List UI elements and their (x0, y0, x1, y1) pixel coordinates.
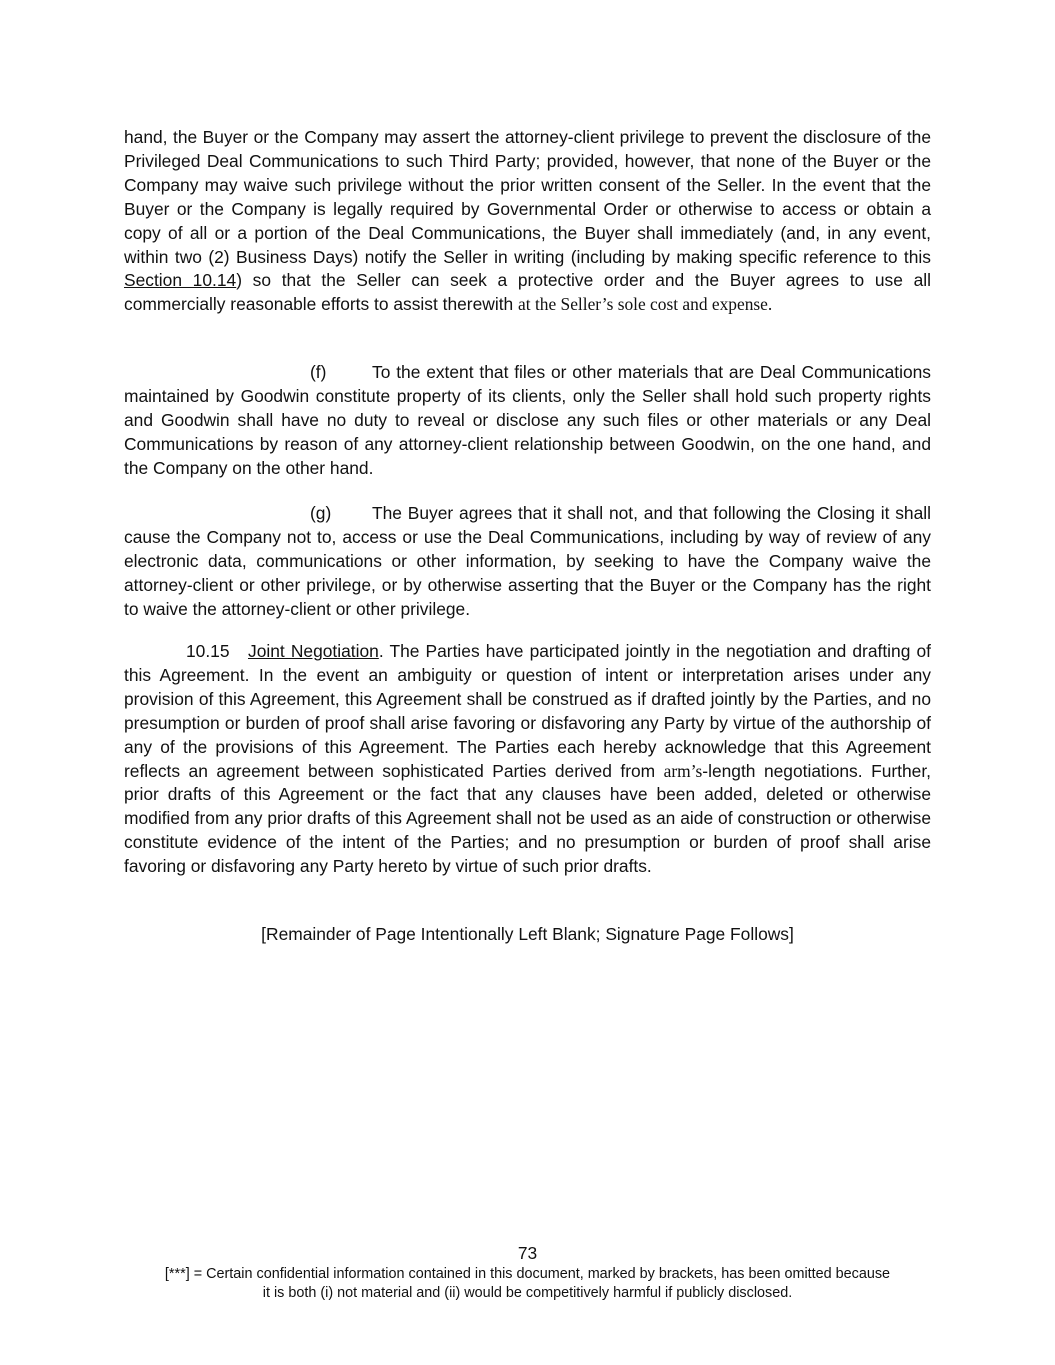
confidentiality-footer-line-1: [***] = Certain confidential information contained in this document, marked by brackets, has been omitted because (164, 1266, 891, 1282)
paragraph-f-label: (f) (310, 362, 327, 382)
section-10-15-text-2: -length negotiations. Further, prior drafts of this Agreement or the fact that any clauses have been added, deleted or otherwise modified from any prior drafts of this Agreement shall not be used as an aide of construction or otherwise constitute evidence of the intent of the Parties; and no presumption or burden of proof shall arise favoring or disfavoring any Party hereto by virtue of such prior drafts. (124, 760, 931, 877)
paragraph-f-text: To the extent that files or other materials that are Deal Communications maintained by Goodwin constitute property of its clients, only the Seller shall hold such property rights and Goodwin shall have no duty to reveal or disclose any such files or other materials or any Deal Communications by reason of any attorney-client relationship between Goodwin, on the one hand, and the Company on the other hand. (124, 362, 931, 478)
paragraph-f (124, 361, 931, 481)
section-10-15 (124, 640, 931, 879)
paragraph-privilege (124, 126, 931, 317)
paragraph-g-label: (g) (310, 503, 332, 523)
section-heading: Joint Negotiation (248, 641, 379, 661)
page-number: 73 (517, 1243, 538, 1263)
section-number: 10.15 (186, 641, 230, 661)
paragraph-privilege-text-2: ) so that the Seller can seek a protective order and the Buyer agrees to use all commercially reasonable efforts to assist therewith (124, 270, 931, 315)
confidentiality-footer-line-2: it is both (i) not material and (ii) would be competitively harmful if publicly disclosed. (262, 1285, 793, 1301)
section-10-15-serif-word: arm’s (663, 760, 703, 781)
paragraph-privilege-text-1: hand, the Buyer or the Company may assert the attorney-client privilege to prevent the disclosure of the Privileged Deal Communications to such Third Party; provided, however, that none of the Buyer or the Company may waive such privilege without the prior written consent of the Seller. In the event that the Buyer or the Company is legally required by Governmental Order or otherwise to access or obtain a copy of all or a portion of the Deal Communications, the Buyer shall immediately (and, in any event, within two (2) Business Days) notify the Seller in writing (including by making specific reference to this (124, 127, 931, 267)
paragraph-g-text: The Buyer agrees that it shall not, and that following the Closing it shall cause the Company not to, access or use the Deal Communications, including by way of review of any electronic data, communications or other information, by seeking to have the Company waive the attorney-client or other privilege, or by otherwise asserting that the Buyer or the Company has the right to waive the attorney-client or other privilege. (124, 503, 931, 619)
paragraph-privilege-text-3: at the Seller’s sole cost and expense. (518, 294, 773, 315)
remainder-note: [Remainder of Page Intentionally Left Blank; Signature Page Follows] (261, 924, 794, 944)
section-reference-link: Section 10.14 (124, 270, 237, 291)
paragraph-g (124, 502, 931, 622)
section-10-15-text-1: . The Parties have participated jointly in the negotiation and drafting of this Agreement. In the event an ambiguity or question of intent or interpretation arises under any provision of this Agreement, this Agreement shall be construed as if drafted jointly by the Parties, and no presumption or burden of proof shall arise favoring or disfavoring any Party by virtue of the authorship of any of the provisions of this Agreement. The Parties each hereby acknowledge that this Agreement reflects an agreement between sophisticated Parties derived from (124, 641, 932, 781)
